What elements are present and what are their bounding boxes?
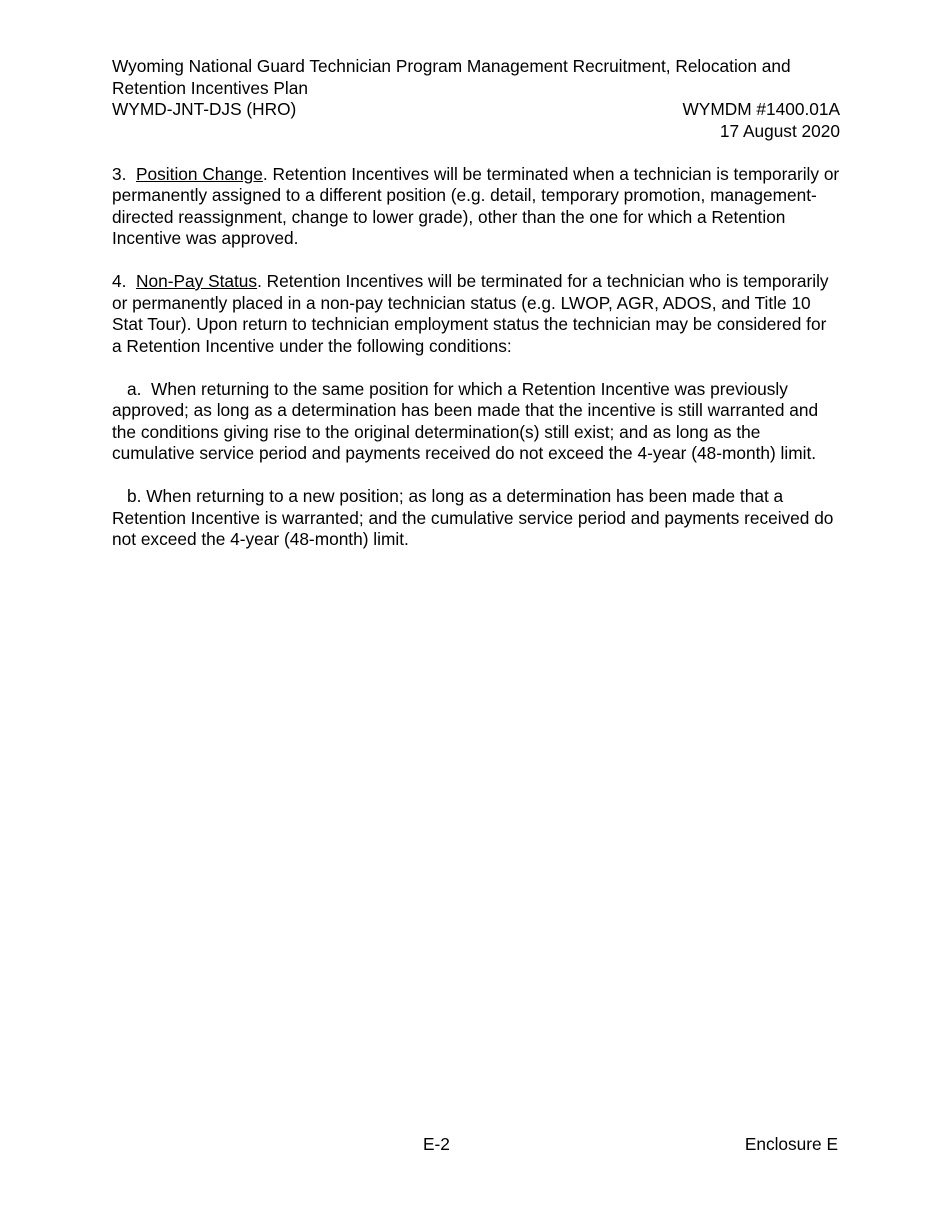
office-symbol: WYMD-JNT-DJS (HRO) [112, 99, 297, 119]
paragraph-3-number: 3. [112, 163, 127, 184]
document-page [112, 56, 840, 551]
subparagraph-a-text: When returning to the same position for which a Retention Incentive was previously approved; as long as a determination has been made that the incentive is still warranted and the conditions giving rise to the original determination(s) still exist; and as long as the cumulative service period and payments received do not exceed the 4-year (48-month) limit. [112, 378, 819, 463]
paragraph-3-heading: Position Change [136, 163, 263, 184]
paragraph-4-number: 4. [112, 271, 127, 291]
paragraph-4-heading: Non-Pay Status [136, 271, 258, 291]
footer-page-number: E-2 [423, 1134, 450, 1154]
subparagraph-b-label: b. [127, 486, 142, 506]
header-title: Wyoming National Guard Technician Program Management Recruitment, Relocation and Retention Incentives Plan [112, 56, 791, 98]
paragraph-3 [112, 164, 840, 250]
subparagraph-a-label: a. [127, 378, 142, 399]
footer-enclosure: Enclosure E [744, 1134, 838, 1154]
document-header [112, 56, 840, 142]
paragraph-4-text: . Retention Incentives will be terminated for a technician who is temporarily or permanently placed in a non-pay technician status (e.g. LWOP, AGR, ADOS, and Title 10 Stat Tour). Upon return to technician employment status the technician may be considered for a Retention Incentive under the following conditions: [112, 271, 829, 356]
header-right [682, 99, 840, 142]
document-date: 17 August 2020 [719, 120, 840, 141]
paragraph-3-text: . Retention Incentives will be terminated when a technician is temporarily or permanently assigned to a different position (e.g. detail, temporary promotion, management-directed reassignment, change to lower grade), other than the one for which a Retention Incentive was approved. [112, 163, 840, 248]
header-row [112, 99, 840, 142]
subparagraph-a [112, 379, 840, 465]
paragraph-4 [112, 271, 840, 357]
document-number: WYMDM #1400.01A [682, 99, 840, 119]
subparagraph-b [112, 486, 840, 551]
subparagraph-b-text: When returning to a new position; as long as a determination has been made that a Retention Incentive is warranted; and the cumulative service period and payments received do not exceed the 4-year (48-month) limit. [112, 486, 834, 549]
